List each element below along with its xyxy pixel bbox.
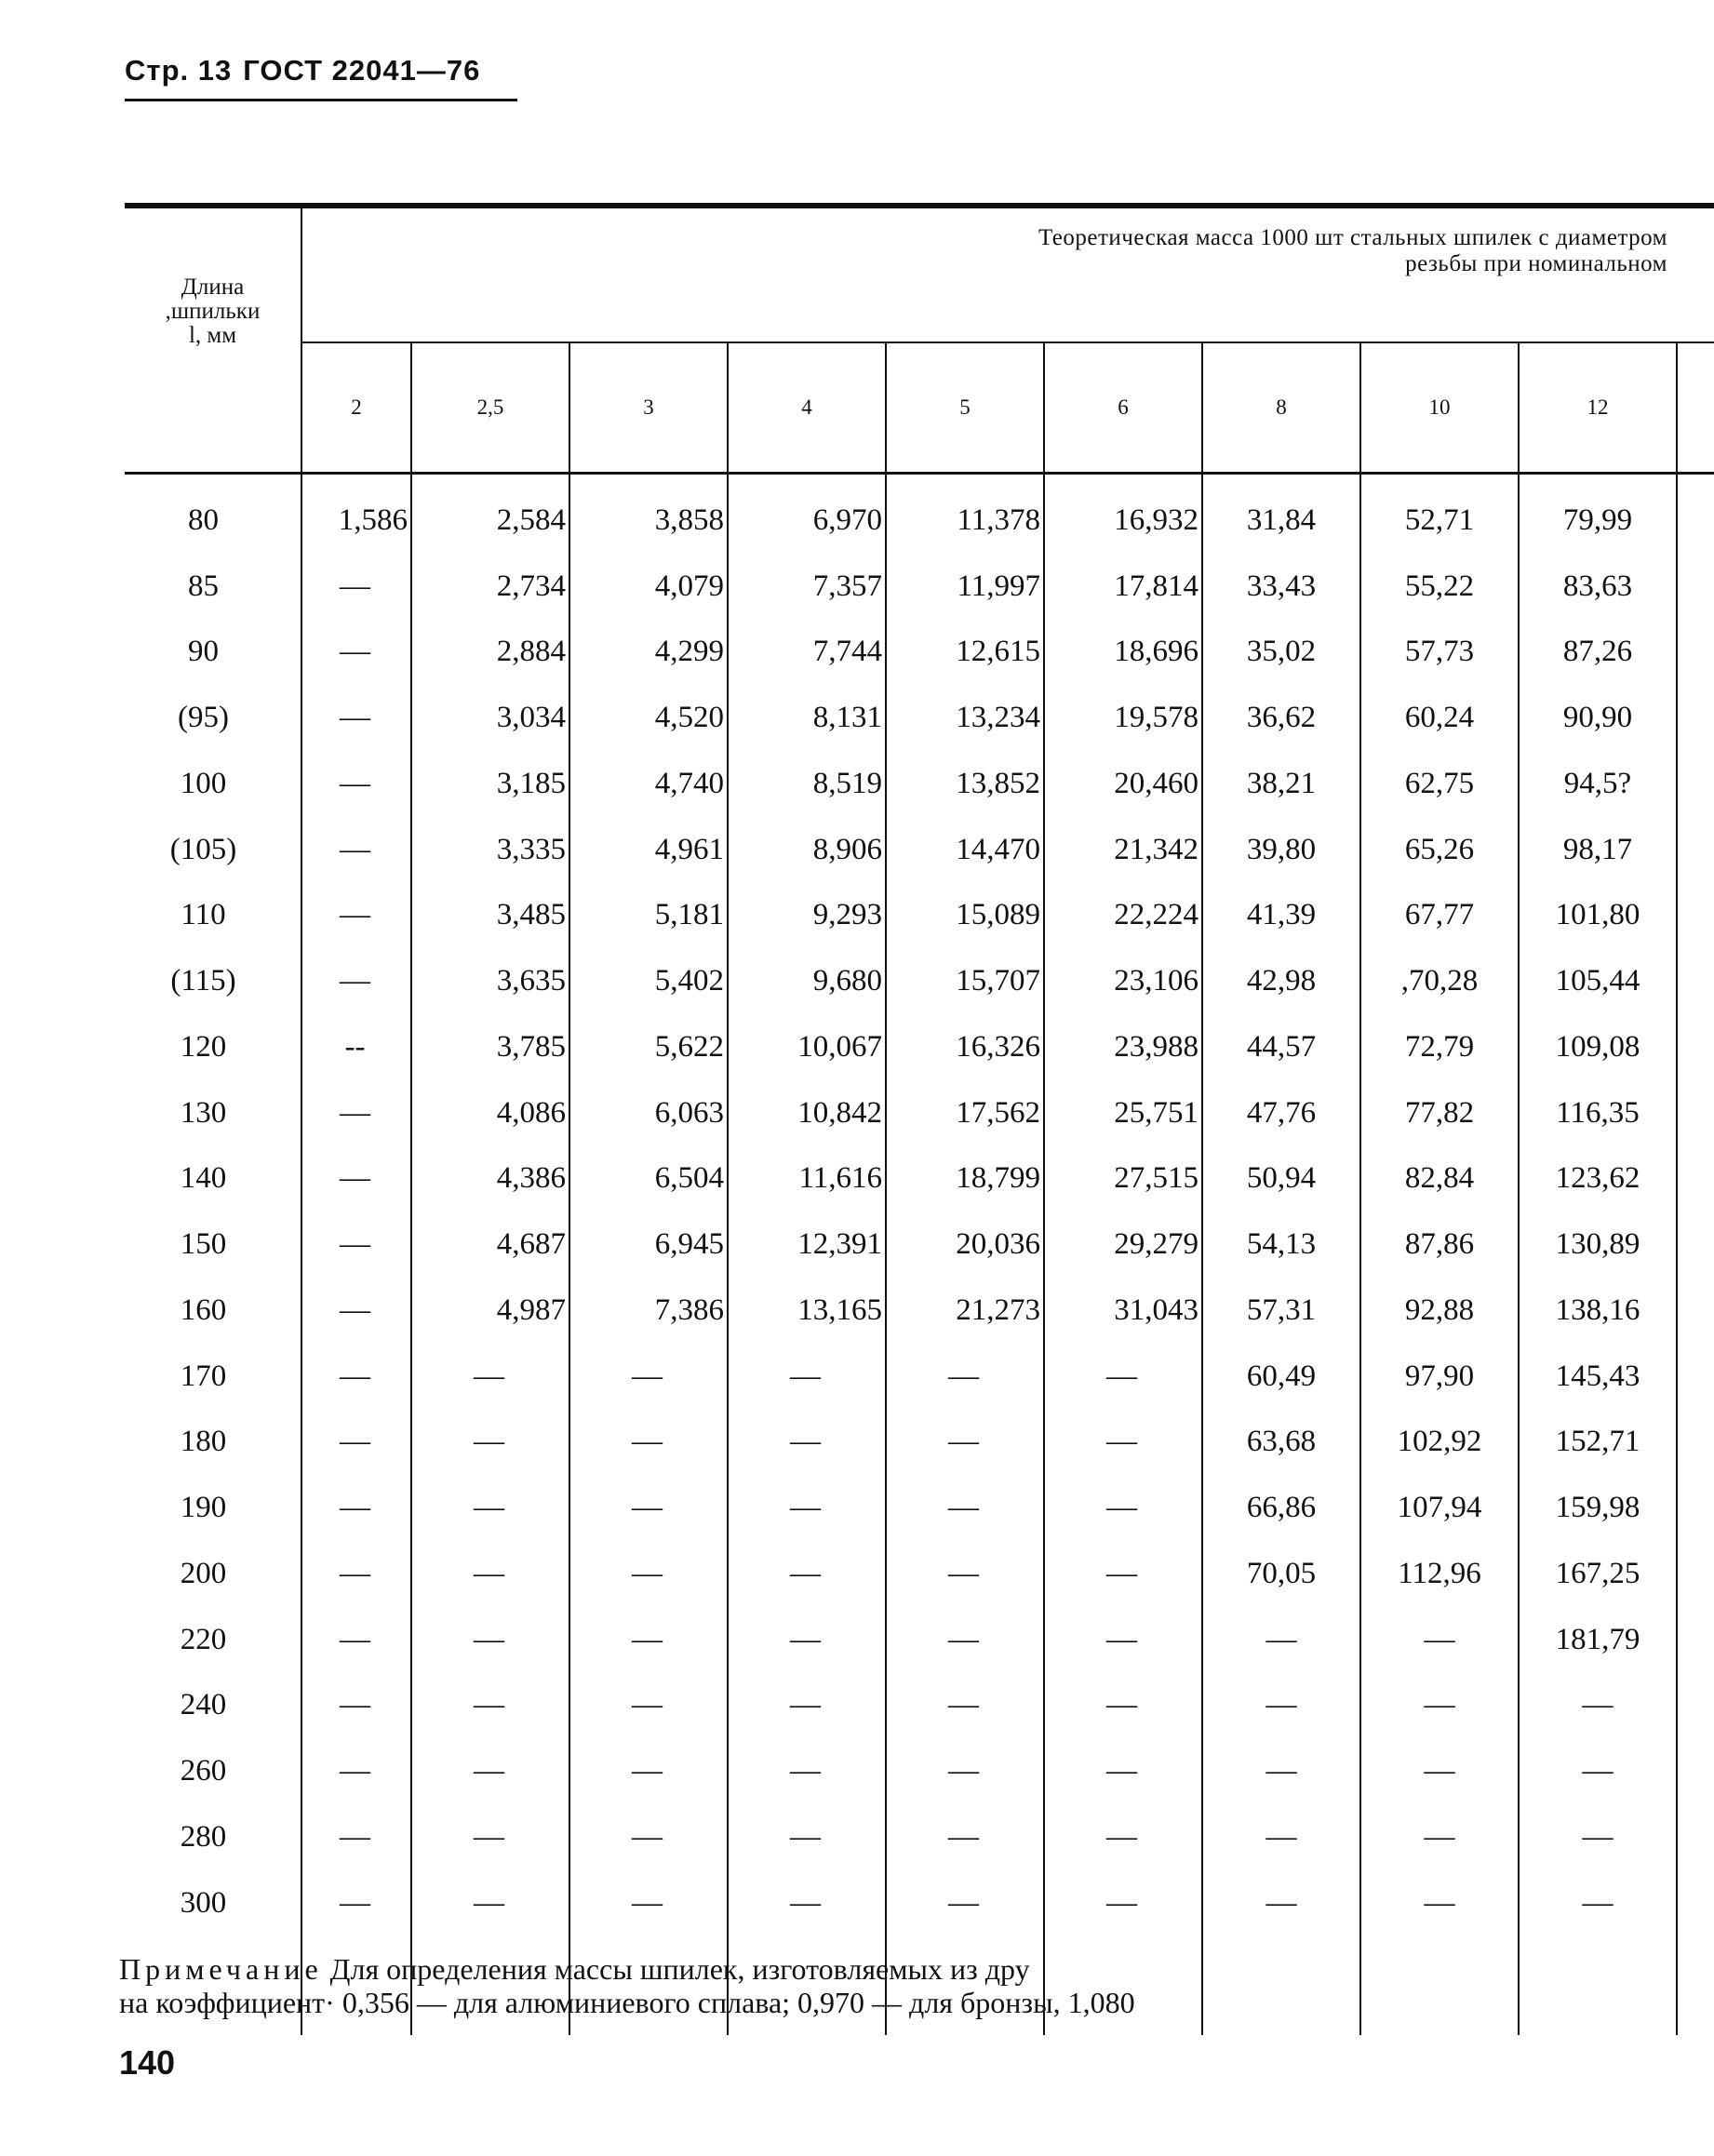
mass-cell: —: [301, 1541, 411, 1607]
mass-cell: 10,842: [728, 1080, 886, 1146]
mass-cell: 31,043: [1044, 1278, 1202, 1344]
mass-cell: —: [886, 1541, 1044, 1607]
table-row: [125, 1804, 1714, 1870]
mass-cell: 5,181: [569, 883, 728, 949]
mass-cell: —: [301, 1870, 411, 1936]
table-row: [125, 1080, 1714, 1146]
mass-cell: 63,68: [1202, 1410, 1360, 1476]
mass-cell: 167,25: [1519, 1541, 1677, 1607]
table-row: [125, 1344, 1714, 1410]
length-cell: 190: [125, 1475, 301, 1541]
diameter-header-row: [125, 342, 1714, 473]
mass-cell: 3,785: [411, 1014, 569, 1080]
mass-cell: —: [728, 1607, 886, 1673]
length-cell: 220: [125, 1607, 301, 1673]
length-cell: 260: [125, 1738, 301, 1804]
mass-cell: ,70,28: [1360, 948, 1519, 1014]
table-row: [125, 817, 1714, 883]
mass-cell: 47,76: [1202, 1080, 1360, 1146]
mass-cell: 10,067: [728, 1014, 886, 1080]
mass-cell: —: [301, 1738, 411, 1804]
mass-cell: —: [569, 1344, 728, 1410]
table-body: [125, 474, 1714, 2035]
mass-cell: 38,21: [1202, 751, 1360, 817]
tail-cell: [1519, 1936, 1677, 2035]
mass-cell: 18,696: [1044, 620, 1202, 686]
mass-cell: 4,687: [411, 1212, 569, 1278]
table-row: [125, 620, 1714, 686]
mass-cell: —: [1202, 1673, 1360, 1739]
length-cell: 80: [125, 474, 301, 554]
mass-cell: 21,273: [886, 1278, 1044, 1344]
length-header-line: Длина: [181, 275, 245, 300]
mass-cell: —: [1044, 1541, 1202, 1607]
length-cell: (95): [125, 685, 301, 751]
mass-cell: 14,470: [886, 817, 1044, 883]
mass-cell: —: [301, 685, 411, 751]
mass-cell: —: [301, 1080, 411, 1146]
length-cell: 300: [125, 1870, 301, 1936]
mass-cell: 21,342: [1044, 817, 1202, 883]
row-end-cell: [1677, 1804, 1714, 1870]
mass-cell: 4,520: [569, 685, 728, 751]
mass-cell: —: [301, 620, 411, 686]
mass-cell: 11,378: [886, 474, 1044, 554]
mass-cell: —: [301, 1673, 411, 1739]
mass-table-container: [125, 203, 1668, 2035]
mass-cell: 116,35: [1519, 1080, 1677, 1146]
mass-cell: 4,086: [411, 1080, 569, 1146]
mass-cell: 8,906: [728, 817, 886, 883]
mass-cell: 77,82: [1360, 1080, 1519, 1146]
table-row: [125, 1278, 1714, 1344]
mass-cell: 7,357: [728, 554, 886, 620]
mass-cell: 1,586: [301, 474, 411, 554]
mass-cell: 65,26: [1360, 817, 1519, 883]
mass-cell: 181,79: [1519, 1607, 1677, 1673]
mass-cell: 159,98: [1519, 1475, 1677, 1541]
mass-cell: 18,799: [886, 1146, 1044, 1212]
length-cell: 280: [125, 1804, 301, 1870]
length-cell: 150: [125, 1212, 301, 1278]
table-row: [125, 883, 1714, 949]
row-end-cell: [1677, 1607, 1714, 1673]
mass-cell: 112,96: [1360, 1541, 1519, 1607]
mass-cell: —: [411, 1870, 569, 1936]
mass-cell: 25,751: [1044, 1080, 1202, 1146]
mass-table: [125, 203, 1714, 2035]
mass-cell: 90,90: [1519, 685, 1677, 751]
mass-cell: —: [1202, 1804, 1360, 1870]
mass-cell: 29,279: [1044, 1212, 1202, 1278]
length-cell: 140: [125, 1146, 301, 1212]
mass-cell: —: [301, 1212, 411, 1278]
mass-cell: 87,26: [1519, 620, 1677, 686]
mass-cell: 2,884: [411, 620, 569, 686]
mass-cell: 13,852: [886, 751, 1044, 817]
mass-cell: —: [569, 1607, 728, 1673]
row-end-cell: [1677, 1475, 1714, 1541]
mass-cell: —: [1519, 1804, 1677, 1870]
mass-cell: 3,335: [411, 817, 569, 883]
diameter-header-cell: 8: [1202, 342, 1360, 473]
mass-cell: 31,84: [1202, 474, 1360, 554]
length-cell: 180: [125, 1410, 301, 1476]
mass-cell: 123,62: [1519, 1146, 1677, 1212]
mass-cell: 102,92: [1360, 1410, 1519, 1476]
standard-code: ГОСТ 22041—76: [243, 54, 481, 87]
mass-cell: 6,970: [728, 474, 886, 554]
mass-cell: —: [1044, 1804, 1202, 1870]
mass-cell: —: [1044, 1475, 1202, 1541]
mass-cell: —: [728, 1738, 886, 1804]
diameter-header-cell: 6: [1044, 342, 1202, 473]
diameter-header-cell: 12: [1519, 342, 1677, 473]
mass-cell: —: [1044, 1870, 1202, 1936]
mass-cell: 66,86: [1202, 1475, 1360, 1541]
row-end-cell: [1677, 751, 1714, 817]
mass-cell: 5,622: [569, 1014, 728, 1080]
mass-cell: 35,02: [1202, 620, 1360, 686]
diameter-header-cell: 10: [1360, 342, 1519, 473]
length-cell: 85: [125, 554, 301, 620]
mass-cell: —: [569, 1870, 728, 1936]
mass-cell: —: [569, 1673, 728, 1739]
mass-cell: 3,485: [411, 883, 569, 949]
table-row: [125, 1212, 1714, 1278]
mass-cell: —: [411, 1673, 569, 1739]
mass-cell: 16,932: [1044, 474, 1202, 554]
mass-cell: 5,402: [569, 948, 728, 1014]
row-end-cell: [1677, 685, 1714, 751]
length-cell: 170: [125, 1344, 301, 1410]
row-end-cell: [1677, 1870, 1714, 1936]
mass-cell: 67,77: [1360, 883, 1519, 949]
table-row: [125, 1410, 1714, 1476]
mass-cell: 9,680: [728, 948, 886, 1014]
mass-cell: —: [411, 1738, 569, 1804]
length-cell: 110: [125, 883, 301, 949]
mass-cell: —: [301, 948, 411, 1014]
table-row: [125, 1475, 1714, 1541]
mass-cell: 17,814: [1044, 554, 1202, 620]
mass-cell: 12,615: [886, 620, 1044, 686]
table-row: [125, 1014, 1714, 1080]
mass-cell: 6,945: [569, 1212, 728, 1278]
mass-cell: 12,391: [728, 1212, 886, 1278]
mass-cell: 82,84: [1360, 1146, 1519, 1212]
mass-cell: 11,997: [886, 554, 1044, 620]
mass-cell: 138,16: [1519, 1278, 1677, 1344]
mass-cell: 3,034: [411, 685, 569, 751]
mass-cell: 41,39: [1202, 883, 1360, 949]
mass-cell: —: [886, 1410, 1044, 1476]
mass-cell: 152,71: [1519, 1410, 1677, 1476]
mass-cell: —: [1519, 1870, 1677, 1936]
mass-cell: —: [1044, 1738, 1202, 1804]
table-row: [125, 1673, 1714, 1739]
mass-cell: 98,17: [1519, 817, 1677, 883]
mass-cell: 105,44: [1519, 948, 1677, 1014]
mass-cell: —: [301, 1278, 411, 1344]
mass-cell: 79,99: [1519, 474, 1677, 554]
mass-cell: 4,987: [411, 1278, 569, 1344]
mass-cell: —: [1360, 1870, 1519, 1936]
mass-cell: 2,734: [411, 554, 569, 620]
mass-cell: 8,519: [728, 751, 886, 817]
row-end-cell: [1677, 883, 1714, 949]
mass-cell: —: [1519, 1738, 1677, 1804]
mass-cell: —: [728, 1541, 886, 1607]
table-row: [125, 1146, 1714, 1212]
mass-cell: 70,05: [1202, 1541, 1360, 1607]
row-end-cell: [1677, 1014, 1714, 1080]
mass-cell: —: [728, 1475, 886, 1541]
row-end-cell: [1677, 1146, 1714, 1212]
mass-cell: —: [886, 1475, 1044, 1541]
mass-cell: —: [569, 1738, 728, 1804]
tail-cell: [1677, 1936, 1714, 2035]
table-row: [125, 751, 1714, 817]
table-row: [125, 1541, 1714, 1607]
table-row: [125, 1607, 1714, 1673]
footnote-line-1: [119, 1952, 1478, 1986]
mass-cell: —: [728, 1410, 886, 1476]
mass-cell: 2,584: [411, 474, 569, 554]
mass-cell: 3,185: [411, 751, 569, 817]
mass-cell: —: [886, 1870, 1044, 1936]
mass-cell: —: [1044, 1344, 1202, 1410]
mass-cell: —: [1044, 1673, 1202, 1739]
group-header: [301, 206, 1714, 342]
mass-cell: 7,744: [728, 620, 886, 686]
mass-cell: --: [301, 1014, 411, 1080]
mass-cell: —: [886, 1344, 1044, 1410]
mass-cell: 54,13: [1202, 1212, 1360, 1278]
page-label: Стр. 13: [125, 54, 233, 87]
row-end-cell: [1677, 1738, 1714, 1804]
mass-cell: —: [1360, 1673, 1519, 1739]
mass-cell: 9,293: [728, 883, 886, 949]
diameter-header-cell: 2: [301, 342, 411, 473]
table-row: [125, 685, 1714, 751]
mass-cell: —: [1360, 1607, 1519, 1673]
mass-cell: 4,299: [569, 620, 728, 686]
row-end-cell: [1677, 554, 1714, 620]
mass-cell: 16,326: [886, 1014, 1044, 1080]
mass-cell: 15,089: [886, 883, 1044, 949]
mass-cell: —: [301, 1146, 411, 1212]
mass-cell: —: [569, 1541, 728, 1607]
mass-cell: 23,106: [1044, 948, 1202, 1014]
row-end-cell: [1677, 1212, 1714, 1278]
mass-cell: 4,079: [569, 554, 728, 620]
row-end-cell: [1677, 817, 1714, 883]
mass-cell: 39,80: [1202, 817, 1360, 883]
footnote-text-1: Для определения массы шпилек, изготовляемых из дру: [329, 1952, 1030, 1986]
mass-cell: 62,75: [1360, 751, 1519, 817]
mass-cell: 8,131: [728, 685, 886, 751]
mass-cell: —: [569, 1475, 728, 1541]
mass-cell: 27,515: [1044, 1146, 1202, 1212]
row-end-cell: [1677, 1344, 1714, 1410]
mass-cell: —: [301, 883, 411, 949]
mass-cell: —: [728, 1870, 886, 1936]
mass-cell: 57,73: [1360, 620, 1519, 686]
mass-cell: 107,94: [1360, 1475, 1519, 1541]
mass-cell: 83,63: [1519, 554, 1677, 620]
mass-cell: —: [1360, 1738, 1519, 1804]
length-cell: 160: [125, 1278, 301, 1344]
diameter-header-cell: 4: [728, 342, 886, 473]
table-row: [125, 1738, 1714, 1804]
mass-cell: —: [301, 1804, 411, 1870]
group-header-line-1: Теоретическая масса 1000 шт стальных шпилек с диаметром: [1038, 225, 1668, 250]
mass-cell: —: [569, 1804, 728, 1870]
mass-cell: —: [728, 1804, 886, 1870]
mass-cell: —: [886, 1607, 1044, 1673]
mass-cell: —: [886, 1738, 1044, 1804]
table-row: [125, 948, 1714, 1014]
mass-cell: —: [411, 1607, 569, 1673]
mass-cell: —: [411, 1344, 569, 1410]
row-end-cell: [1677, 948, 1714, 1014]
row-end-cell: [1677, 1278, 1714, 1344]
mass-cell: 60,49: [1202, 1344, 1360, 1410]
mass-cell: 7,386: [569, 1278, 728, 1344]
page-header: [125, 54, 480, 87]
mass-cell: —: [301, 554, 411, 620]
mass-cell: 3,635: [411, 948, 569, 1014]
length-cell: (105): [125, 817, 301, 883]
mass-cell: 109,08: [1519, 1014, 1677, 1080]
mass-cell: —: [301, 1475, 411, 1541]
mass-cell: —: [301, 1410, 411, 1476]
mass-cell: 4,386: [411, 1146, 569, 1212]
length-header-line: ,шпильки: [165, 299, 261, 324]
mass-cell: —: [411, 1541, 569, 1607]
mass-cell: 94,5?: [1519, 751, 1677, 817]
mass-cell: 87,86: [1360, 1212, 1519, 1278]
row-end-cell: [1677, 1080, 1714, 1146]
diameter-header-cell: 3: [569, 342, 728, 473]
mass-cell: —: [1519, 1673, 1677, 1739]
mass-cell: 52,71: [1360, 474, 1519, 554]
mass-cell: 19,578: [1044, 685, 1202, 751]
length-cell: 200: [125, 1541, 301, 1607]
mass-cell: —: [569, 1410, 728, 1476]
diameter-header-cell: 2,5: [411, 342, 569, 473]
row-end-cell: [1677, 1541, 1714, 1607]
mass-cell: 72,79: [1360, 1014, 1519, 1080]
length-column-header: [125, 206, 301, 474]
mass-cell: 92,88: [1360, 1278, 1519, 1344]
mass-cell: —: [411, 1475, 569, 1541]
mass-cell: 33,43: [1202, 554, 1360, 620]
mass-cell: 42,98: [1202, 948, 1360, 1014]
mass-cell: 15,707: [886, 948, 1044, 1014]
mass-cell: —: [728, 1673, 886, 1739]
mass-cell: 55,22: [1360, 554, 1519, 620]
mass-cell: 6,504: [569, 1146, 728, 1212]
mass-cell: —: [1202, 1607, 1360, 1673]
mass-cell: 23,988: [1044, 1014, 1202, 1080]
mass-cell: —: [728, 1344, 886, 1410]
mass-cell: —: [1044, 1410, 1202, 1476]
row-end-cell: [1677, 620, 1714, 686]
length-cell: 90: [125, 620, 301, 686]
mass-cell: —: [1202, 1738, 1360, 1804]
mass-cell: 4,740: [569, 751, 728, 817]
row-end-cell: [1677, 1410, 1714, 1476]
page-number: 140: [119, 2043, 176, 2082]
mass-cell: 20,460: [1044, 751, 1202, 817]
row-end-cell: [1677, 1673, 1714, 1739]
mass-cell: 60,24: [1360, 685, 1519, 751]
mass-cell: —: [411, 1410, 569, 1476]
mass-cell: 22,224: [1044, 883, 1202, 949]
mass-cell: —: [886, 1673, 1044, 1739]
mass-cell: 20,036: [886, 1212, 1044, 1278]
row-end-cell: [1677, 474, 1714, 554]
footnote-label: Примечание: [119, 1952, 323, 1986]
header-underline: [125, 99, 517, 101]
mass-cell: 44,57: [1202, 1014, 1360, 1080]
mass-cell: 6,063: [569, 1080, 728, 1146]
mass-cell: 13,234: [886, 685, 1044, 751]
mass-cell: 3,858: [569, 474, 728, 554]
group-header-line-2: резьбы при номинальном: [1405, 251, 1668, 276]
footnote-text-2: на коэффициент· 0,356 — для алюминиевого сплава; 0,970 — для бронзы, 1,080: [119, 1986, 1135, 2019]
mass-cell: 97,90: [1360, 1344, 1519, 1410]
mass-cell: —: [1360, 1804, 1519, 1870]
mass-cell: 130,89: [1519, 1212, 1677, 1278]
mass-cell: 50,94: [1202, 1146, 1360, 1212]
mass-cell: —: [1044, 1607, 1202, 1673]
table-row: [125, 554, 1714, 620]
table-row: [125, 1870, 1714, 1936]
mass-cell: —: [886, 1804, 1044, 1870]
mass-cell: —: [1202, 1870, 1360, 1936]
mass-cell: —: [301, 751, 411, 817]
mass-cell: —: [301, 1607, 411, 1673]
mass-cell: 57,31: [1202, 1278, 1360, 1344]
length-cell: (115): [125, 948, 301, 1014]
footnote: [119, 1952, 1478, 2019]
mass-cell: —: [411, 1804, 569, 1870]
mass-cell: 17,562: [886, 1080, 1044, 1146]
mass-cell: 36,62: [1202, 685, 1360, 751]
mass-cell: 4,961: [569, 817, 728, 883]
mass-cell: 101,80: [1519, 883, 1677, 949]
length-cell: 120: [125, 1014, 301, 1080]
table-row: [125, 474, 1714, 554]
mass-cell: —: [301, 1344, 411, 1410]
mass-cell: 145,43: [1519, 1344, 1677, 1410]
length-header-line: l, мм: [188, 323, 237, 348]
header-end-cell: [1677, 342, 1714, 473]
mass-cell: 13,165: [728, 1278, 886, 1344]
length-cell: 240: [125, 1673, 301, 1739]
diameter-header-cell: 5: [886, 342, 1044, 473]
length-cell: 130: [125, 1080, 301, 1146]
length-cell: 100: [125, 751, 301, 817]
mass-cell: —: [301, 817, 411, 883]
mass-cell: 11,616: [728, 1146, 886, 1212]
